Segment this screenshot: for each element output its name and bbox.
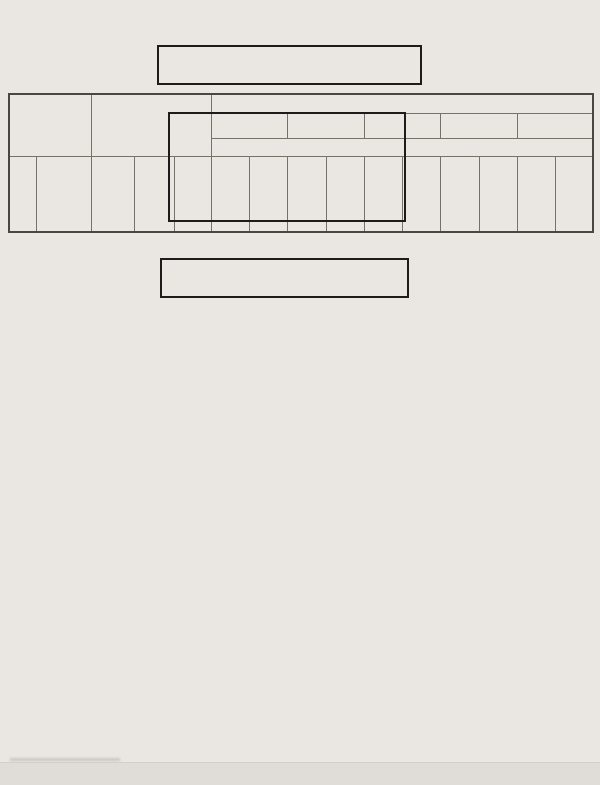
grade-1570 [211, 113, 287, 138]
col-header-deviation [36, 156, 91, 232]
col-header-fiber-core-1770 [364, 156, 402, 232]
col-header-fiber-core-1870 [440, 156, 479, 232]
col-header-fiber-core-1960 [517, 156, 555, 232]
grade-1770 [364, 113, 440, 138]
annotation-box-structure [157, 45, 422, 85]
col-header-natural-fiber-core-weight [91, 156, 134, 232]
grade-1960 [517, 113, 593, 138]
mechanical-properties-table [8, 93, 594, 233]
page-bottom-edge [0, 762, 600, 785]
header-row-columns [9, 156, 593, 232]
grade-1670 [287, 113, 364, 138]
col-header-steel-core-1570 [249, 156, 287, 232]
header-row-groups [9, 94, 593, 113]
col-header-synthetic-fiber-core-weight [134, 156, 174, 232]
col-header-steel-core-weight [174, 156, 211, 232]
col-header-steel-core-1960 [555, 156, 593, 232]
scan-smudge [10, 758, 120, 761]
header-weight-group [91, 94, 211, 156]
header-min-breaking-force [211, 138, 593, 156]
grade-1870 [440, 113, 517, 138]
col-header-steel-core-1770 [402, 156, 440, 232]
header-tensile-strength-group [211, 94, 593, 113]
col-header-fiber-core-1670 [287, 156, 326, 232]
header-diameter-group [9, 94, 91, 156]
col-header-diameter [9, 156, 36, 232]
col-header-steel-core-1870 [479, 156, 517, 232]
col-header-fiber-core-1570 [211, 156, 249, 232]
col-header-steel-core-1670 [326, 156, 364, 232]
annotation-box-data-rows [160, 258, 409, 298]
